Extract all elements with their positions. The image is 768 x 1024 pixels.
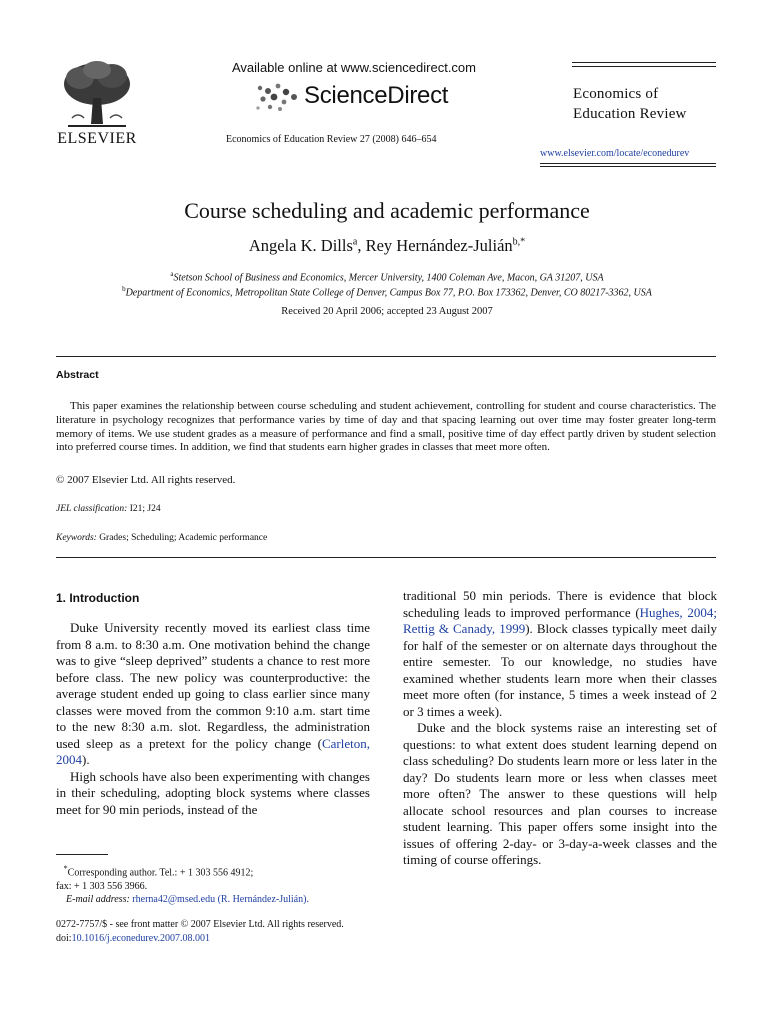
body-column-right [403,588,717,869]
front-matter [56,918,344,946]
abstract-text: This paper examines the relationship between course scheduling and student achievement, controlling for student and course characteristics. The literature in psychology recognizes that performance varies by time of day and that spacing learning out over time may foster greater long-term memory of items. We use student grades as a measure of performance and find a small, positive time of day effect partly driven by student selection into preferred course times. In addition, we find that students earn higher grades in classes that meet more often. [56,400,716,454]
footnote-rule [56,854,108,855]
author-separator: , [357,236,366,255]
received-dates: Received 20 April 2006; accepted 23 August 2007 [281,306,493,317]
affiliation-text: Department of Economics, Metropolitan State College of Denver, Campus Box 77, P.O. Box 173362, Denver, CO 80217-3362, USA [125,287,652,299]
affiliation-mark: b,* [512,236,526,248]
footnote-mark: * [63,864,68,873]
paragraph: Duke and the block systems raise an interesting set of questions: to what extent does student learning depend on class scheduling? Do students learn more or less later in the day? Do students learn more or less when classes meet more often? The answer to these questions will help allocate school resources and plan courses to increase student learning. This paper offers some insight into the issues of offering 2-day- or 3-day-a-week classes and the timing of course offerings. [403,720,717,867]
jel-label: JEL classification: [56,504,128,514]
author-list [0,236,768,256]
footnote-line [56,893,376,907]
paragraph-text: ). Block classes typically meet daily for half of the semester or on alternate days throughout the entire semester. To our knowledge, no studies have examined whether students learn more when their classes meet more often (for instance, 5 times a week instead of 2 or 3 times a week). [403,621,717,719]
paragraph-text: traditional 50 min periods. There is evidence that block scheduling leads to improved performance ( [403,588,717,620]
email-label: E-mail address: [66,894,130,906]
footnote-line [56,862,376,880]
abstract-heading: Abstract [56,369,99,381]
publisher-name: ELSEVIER [57,130,137,147]
footnote [56,862,376,907]
header-rule [572,66,716,67]
author-name[interactable]: Rey Hernández-Julián [365,236,513,255]
jel-classification [56,504,161,514]
footnote-text: Corresponding author. Tel.: + 1 303 556 4912; [67,867,254,879]
affiliation-mark: a [352,236,358,248]
journal-citation: Economics of Education Review 27 (2008) 646–654 [226,134,437,145]
doi-label: doi: [56,933,72,944]
paragraph-text: ). [82,752,90,767]
sciencedirect-wordmark: ScienceDirect [304,82,449,109]
citation-link[interactable]: Carleton, 2004 [56,735,370,767]
journal-url-link[interactable]: www.elsevier.com/locate/econedurev [540,148,690,159]
header-rule [572,62,716,63]
journal-title-line2: Education Review [573,106,687,122]
keywords [56,533,267,543]
abstract-rule-bottom [56,557,716,558]
abstract-copyright: © 2007 Elsevier Ltd. All rights reserved. [56,474,236,486]
sciencedirect-dots-icon [254,82,306,112]
jel-value: I21; J24 [127,504,161,514]
paragraph: High schools have also been experimenting with changes in their scheduling, adopting block systems where classes meet for 90 min periods, instead of the [56,768,370,817]
author-name[interactable]: Angela K. Dills [248,236,353,255]
elsevier-tree-icon [60,60,134,130]
doi-line [56,932,344,946]
body-column-left [56,620,370,818]
affiliation-text: Stetson School of Business and Economics, Mercer University, 1400 Coleman Ave, Macon, GA 31207, USA [173,272,604,284]
email-link[interactable]: rherna42@msed.edu (R. Hernández-Julián). [129,894,309,906]
abstract-rule-top [56,356,716,357]
front-matter-line: 0272-7757/$ - see front matter © 2007 Elsevier Ltd. All rights reserved. [56,919,344,930]
elsevier-logo [56,60,138,150]
affiliation-mark: b [122,285,126,293]
paragraph [56,620,370,769]
affiliation-mark: a [170,270,174,278]
doi-link[interactable]: 10.1016/j.econedurev.2007.08.001 [71,933,211,944]
paragraph-text: Duke University recently moved its earliest class time from 8 a.m. to 8:30 a.m. One motivation behind the change was to give “sleep deprived” students a chance to rest more before class. The new policy was counterproductive: the average student ended up going to class earlier since many classes were moved from the common 9:10 a.m. start time to the new 8:30 a.m. slot. Regardless, the administration used sleep as a pretext for the policy change ( [56,620,370,751]
footnote-line: fax: + 1 303 556 3966. [56,880,148,892]
keywords-label: Keywords: [56,533,97,543]
article-title: Course scheduling and academic performance [184,198,590,223]
journal-title-line1: Economics of [573,86,659,102]
affiliation-a [0,270,768,283]
sciencedirect-logo [254,80,484,116]
keywords-value: Grades; Scheduling; Academic performance [96,533,268,543]
header-rule [540,166,716,167]
section-heading-introduction: 1. Introduction [56,591,140,605]
header-rule [540,163,716,164]
available-online-text: Available online at www.sciencedirect.com [232,60,476,75]
affiliation-b [0,285,768,298]
paragraph [403,588,717,720]
journal-title [573,84,687,124]
citation-link[interactable]: Hughes, 2004; Rettig & Canady, 1999 [403,604,717,636]
